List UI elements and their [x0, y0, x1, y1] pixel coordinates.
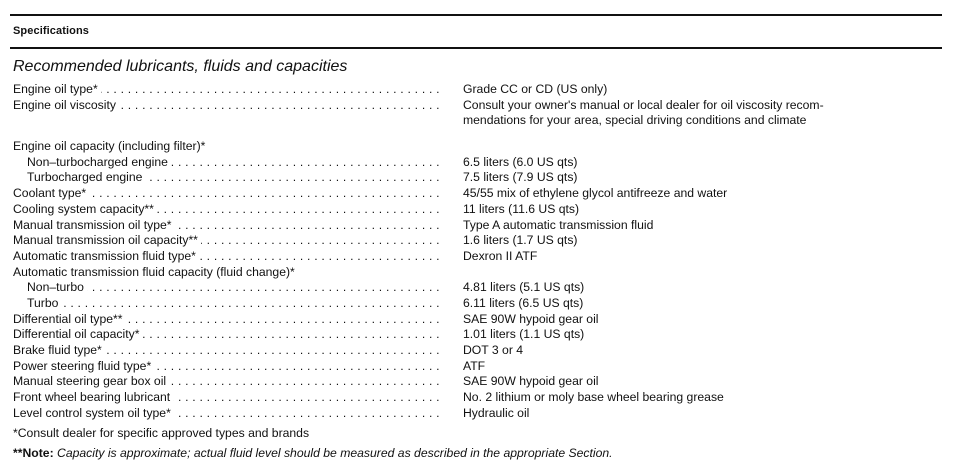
spec-label: Level control system oil type*: [13, 406, 174, 420]
spec-label-cell: [13, 327, 443, 343]
spec-value: Grade CC or CD (US only): [463, 82, 608, 96]
spec-row: [13, 280, 943, 296]
spec-label-cell: [13, 374, 443, 390]
spec-row: [13, 390, 943, 406]
spec-value: 4.81 liters (5.1 US qts): [463, 280, 585, 295]
spec-label: Power steering fluid type*: [13, 359, 154, 373]
spec-row: [13, 343, 943, 359]
spec-row: [13, 155, 943, 171]
spec-label: Non–turbo: [13, 280, 87, 294]
spec-label: Cooling system capacity**: [13, 202, 157, 216]
spec-label-cell: [13, 202, 443, 218]
spec-value: Hydraulic oil: [463, 405, 530, 420]
spec-row: [13, 218, 943, 234]
spec-row: [13, 312, 943, 328]
footnote-single: *Consult dealer for specific approved types and brands: [13, 426, 310, 440]
spec-row: [13, 249, 943, 265]
spec-label: Front wheel bearing lubricant: [13, 390, 173, 404]
spec-row: [13, 202, 943, 218]
spec-row: [13, 359, 943, 375]
spec-list: [13, 82, 943, 421]
page-subtitle: Recommended lubricants, fluids and capacities: [13, 58, 348, 75]
footnote-double-prefix: **Note:: [13, 446, 54, 460]
spec-label-cell: [13, 390, 443, 406]
spec-value: 7.5 liters (7.9 US qts): [463, 170, 578, 185]
spec-label: Turbocharged engine: [13, 170, 145, 184]
spec-value: Consult your owner's manual or local dealer for oil viscosity recom-: [463, 97, 824, 112]
spec-value: Type A automatic transmission fluid: [463, 217, 654, 232]
spec-label: Turbo: [13, 296, 61, 310]
top-rule: [10, 14, 942, 16]
spec-value: SAE 90W hypoid gear oil: [463, 374, 599, 389]
spec-row: [13, 98, 943, 114]
spec-label: Engine oil type*: [13, 82, 101, 96]
spec-value: ATF: [463, 358, 486, 373]
spec-row: [13, 296, 943, 312]
spec-value: SAE 90W hypoid gear oil: [463, 311, 599, 326]
spec-row: [13, 374, 943, 390]
spec-label: Non–turbocharged engine: [13, 155, 171, 169]
spec-value: Dexron II ATF: [463, 248, 538, 263]
spec-label-cell: [13, 218, 443, 234]
spec-label: [13, 113, 16, 127]
spec-label-cell: [13, 139, 443, 155]
spec-value: No. 2 lithium or moly base wheel bearing grease: [463, 390, 724, 405]
spec-label-cell: [13, 249, 443, 265]
spec-label-cell: [13, 296, 443, 312]
spec-label-cell: [13, 280, 443, 296]
spec-label-cell: [13, 186, 443, 202]
spec-label-cell: [13, 233, 443, 249]
spec-label-cell: [13, 359, 443, 375]
spec-label-cell: [13, 406, 443, 422]
spec-row: [13, 82, 943, 98]
footnotes: [13, 423, 613, 463]
spec-label: Manual transmission oil capacity**: [13, 233, 201, 247]
footnote-double-text: Capacity is approximate; actual fluid level should be measured as described in the appropriate Section.: [57, 446, 613, 460]
spec-value: mendations for your area, special driving conditions and climate: [463, 113, 807, 128]
spec-value: 6.5 liters (6.0 US qts): [463, 154, 578, 169]
spec-label: Automatic transmission fluid type*: [13, 249, 199, 263]
spec-value: 11 liters (11.6 US qts): [463, 201, 580, 216]
spec-row: [13, 265, 943, 281]
spec-label-cell: [13, 155, 443, 171]
spec-label: Engine oil capacity (including filter)*: [13, 139, 208, 153]
spec-value: 1.6 liters (1.7 US qts): [463, 233, 578, 248]
spec-label-cell: [13, 170, 443, 186]
spec-value: 6.11 liters (6.5 US qts): [463, 295, 584, 310]
spec-label: Differential oil type**: [13, 312, 126, 326]
spec-row: [13, 113, 943, 129]
section-title: Specifications: [13, 25, 89, 37]
spec-label-cell: [13, 98, 443, 114]
spec-label-cell: [13, 265, 443, 281]
spec-row: [13, 170, 943, 186]
spec-label-cell: [13, 343, 443, 359]
spec-value: DOT 3 or 4: [463, 343, 524, 357]
spec-label: Manual steering gear box oil: [13, 374, 169, 388]
spec-label: Differential oil capacity*: [13, 327, 142, 341]
spec-label: Brake fluid type*: [13, 343, 105, 357]
row-spacer: [13, 129, 943, 139]
spec-row: [13, 406, 943, 422]
spec-label: Automatic transmission fluid capacity (fluid change)*: [13, 265, 298, 279]
header-rule: [10, 47, 942, 49]
spec-label: Coolant type*: [13, 186, 89, 200]
spec-value: 1.01 liters (1.1 US qts): [463, 327, 585, 342]
spec-value: 45/55 mix of ethylene glycol antifreeze and water: [463, 186, 728, 201]
spec-row: [13, 186, 943, 202]
spec-label-cell: [13, 82, 443, 98]
footnote-double: [13, 443, 613, 463]
spec-label-cell: [13, 312, 443, 328]
spec-label: Engine oil viscosity: [13, 98, 119, 112]
spec-row: [13, 327, 943, 343]
spec-row: [13, 233, 943, 249]
spec-label-cell: [13, 113, 443, 129]
spec-row: [13, 139, 943, 155]
spec-label: Manual transmission oil type*: [13, 218, 175, 232]
